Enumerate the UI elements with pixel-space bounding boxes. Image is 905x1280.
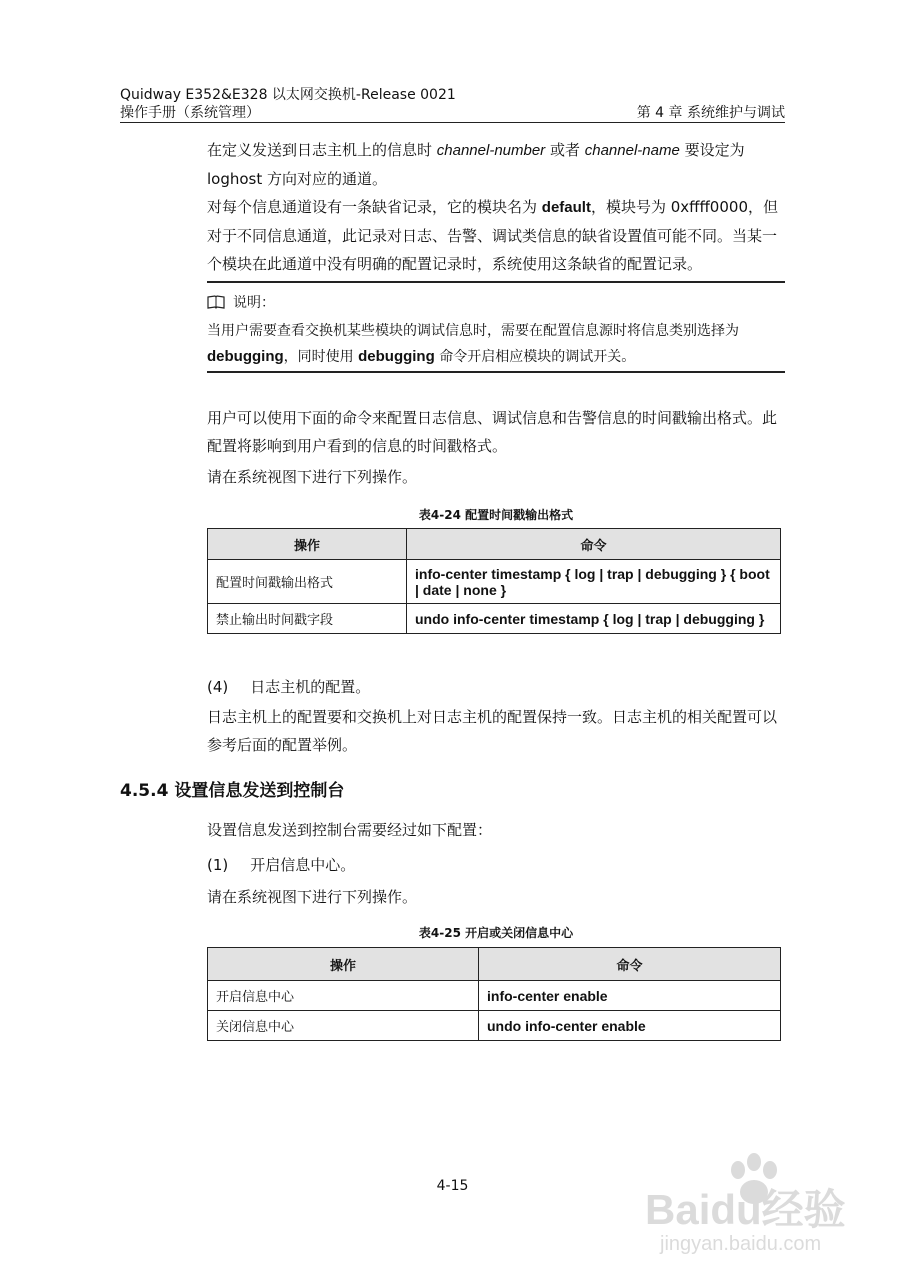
section-heading: 4.5.4 设置信息发送到控制台 xyxy=(120,781,345,801)
system-view-instruction-1: 请在系统视图下进行下列操作。 xyxy=(207,468,418,486)
info-center-table xyxy=(207,947,781,1041)
section-intro: 设置信息发送到控制台需要经过如下配置： xyxy=(207,821,493,839)
watermark-url: jingyan.baidu.com xyxy=(660,1233,822,1255)
timestamp-paragraph: 用户可以使用下面的命令来配置日志信息、调试信息和告警信息的时间戳输出格式。此配置将影响到用户看到的信息的时间戳格式。 xyxy=(207,409,778,455)
header-product: Quidway E352&E328 以太网交换机-Release 0021 xyxy=(120,87,456,103)
table2-header-cmd: 命令 xyxy=(479,948,781,981)
table2-row2-op: 关闭信息中心 xyxy=(208,1011,479,1041)
table2-header-op: 操作 xyxy=(208,948,479,981)
note-bottom-rule xyxy=(207,371,785,373)
table-row xyxy=(208,1011,781,1041)
table1-row2-op: 禁止输出时间戳字段 xyxy=(208,604,407,634)
baidu-paw-icon xyxy=(640,1148,890,1258)
note-header xyxy=(207,292,275,312)
table1-header-op: 操作 xyxy=(208,529,407,560)
table2-caption: 表4-25 开启或关闭信息中心 xyxy=(418,926,574,940)
timestamp-table xyxy=(207,528,781,634)
table1-row2-cmd: undo info-center timestamp { log | trap | debugging } xyxy=(407,604,781,634)
table1-header-cmd: 命令 xyxy=(407,529,781,560)
intro-paragraph-1: 在定义发送到日志主机上的信息时 channel-number 或者 channel-name 要设定为 loghost 方向对应的通道。 xyxy=(207,141,745,188)
table-row xyxy=(208,981,781,1011)
watermark-brand: Baidu经验 xyxy=(645,1186,846,1233)
book-icon xyxy=(207,295,225,309)
table1-row1-op: 配置时间戳输出格式 xyxy=(208,560,407,604)
note-title: 说明： xyxy=(233,295,275,311)
table2-row1-cmd: info-center enable xyxy=(479,981,781,1011)
intro-paragraph-2: 对每个信息通道设有一条缺省记录，它的模块名为 default，模块号为 0xffff0000，但对于不同信息通道，此记录对日志、告警、调试类信息的缺省设置值可能不同。当某一个模块在此通道中没有明确的配置记录时，系统使用这条缺省的配置记录。 xyxy=(207,198,778,273)
header-manual: 操作手册（系统管理） xyxy=(120,105,260,121)
table1-row1-cmd: info-center timestamp { log | trap | debugging } { boot | date | none } xyxy=(407,560,781,604)
step4-paragraph: 日志主机上的配置要和交换机上对日志主机的配置保持一致。日志主机的相关配置可以参考后面的配置举例。 xyxy=(207,708,778,754)
page-number: 4-15 xyxy=(436,1178,469,1194)
table2-row1-op: 开启信息中心 xyxy=(208,981,479,1011)
table-row xyxy=(208,560,781,604)
section-step1: (1) 开启信息中心。 xyxy=(207,856,356,874)
header-divider xyxy=(120,122,785,123)
header-chapter: 第 4 章 系统维护与调试 xyxy=(636,105,785,121)
table2-row2-cmd: undo info-center enable xyxy=(479,1011,781,1041)
step4-item: (4) 日志主机的配置。 xyxy=(207,678,371,696)
table1-caption: 表4-24 配置时间戳输出格式 xyxy=(418,508,574,522)
table-row xyxy=(208,604,781,634)
system-view-instruction-2: 请在系统视图下进行下列操作。 xyxy=(207,888,418,906)
baidu-watermark xyxy=(640,1148,890,1258)
note-body: 当用户需要查看交换机某些模块的调试信息时，需要在配置信息源时将信息类别选择为 debugging，同时使用 debugging 命令开启相应模块的调试开关。 xyxy=(207,323,739,365)
note-top-rule xyxy=(207,281,785,283)
